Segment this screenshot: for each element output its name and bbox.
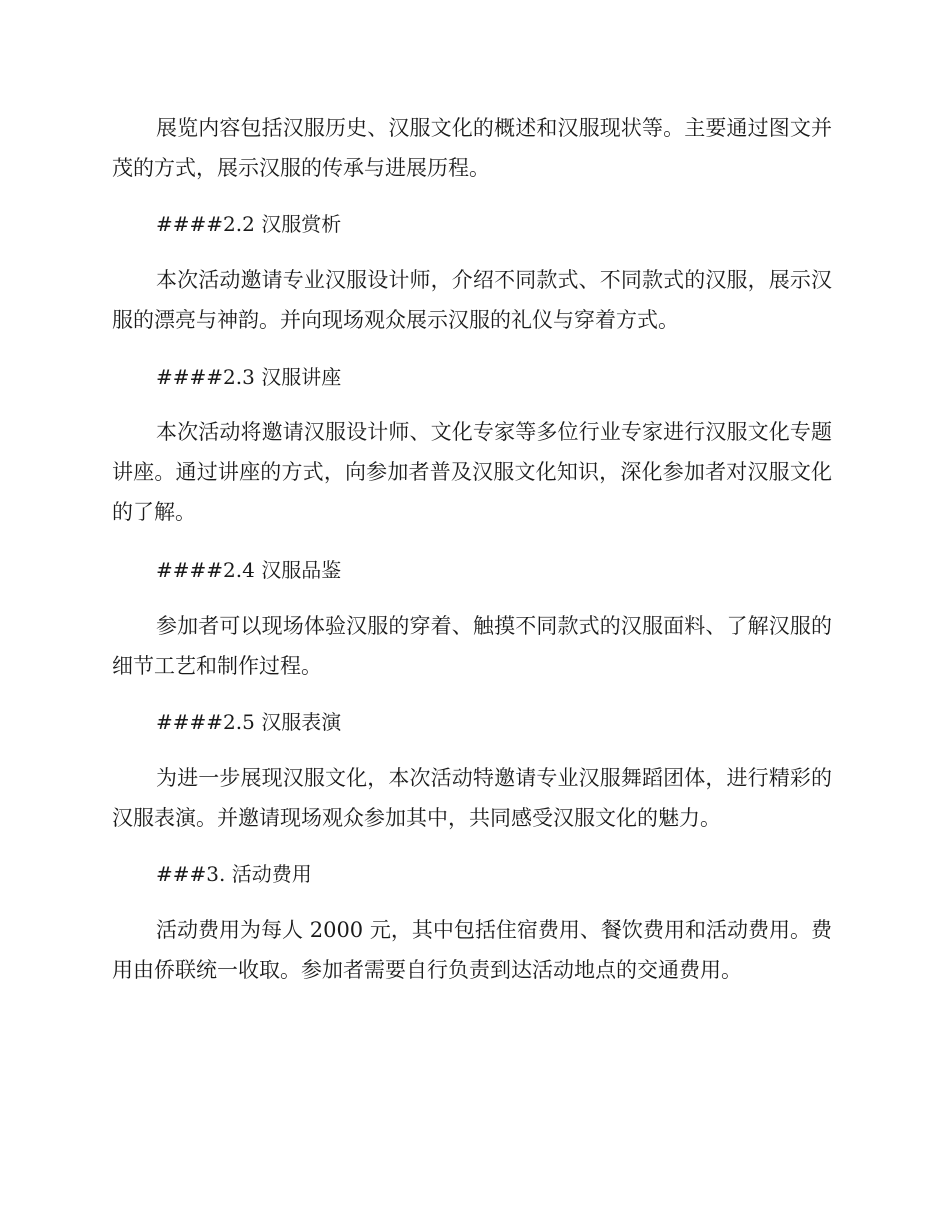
paragraph-performance: 为进一步展现汉服文化，本次活动特邀请专业汉服舞蹈团体，进行精彩的汉服表演。并邀请现场观众参加其中，共同感受汉服文化的魅力。 [112,766,832,830]
heading-2-3-lecture: ####2.3 汉服讲座 [156,365,342,389]
paragraph-appreciation: 本次活动邀请专业汉服设计师，介绍不同款式、不同款式的汉服，展示汉服的漂亮与神韵。并向现场观众展示汉服的礼仪与穿着方式。 [112,268,832,332]
paragraph-fees: 活动费用为每人 2000 元，其中包括住宿费用、餐饮费用和活动费用。费用由侨联统一收取。参加者需要自行负责到达活动地点的交通费用。 [112,918,832,982]
paragraph-exhibition-content: 展览内容包括汉服历史、汉服文化的概述和汉服现状等。主要通过图文并茂的方式，展示汉服的传承与进展历程。 [112,116,832,180]
heading-2-2-appreciation: ####2.2 汉服赏析 [156,212,342,236]
paragraph-tasting: 参加者可以现场体验汉服的穿着、触摸不同款式的汉服面料、了解汉服的细节工艺和制作过程。 [112,614,832,678]
heading-2-5-performance: ####2.5 汉服表演 [156,710,342,734]
heading-2-4-tasting: ####2.4 汉服品鉴 [156,558,342,582]
paragraph-lecture: 本次活动将邀请汉服设计师、文化专家等多位行业专家进行汉服文化专题讲座。通过讲座的方式，向参加者普及汉服文化知识，深化参加者对汉服文化的了解。 [112,420,832,524]
heading-3-fees: ###3. 活动费用 [156,862,312,886]
